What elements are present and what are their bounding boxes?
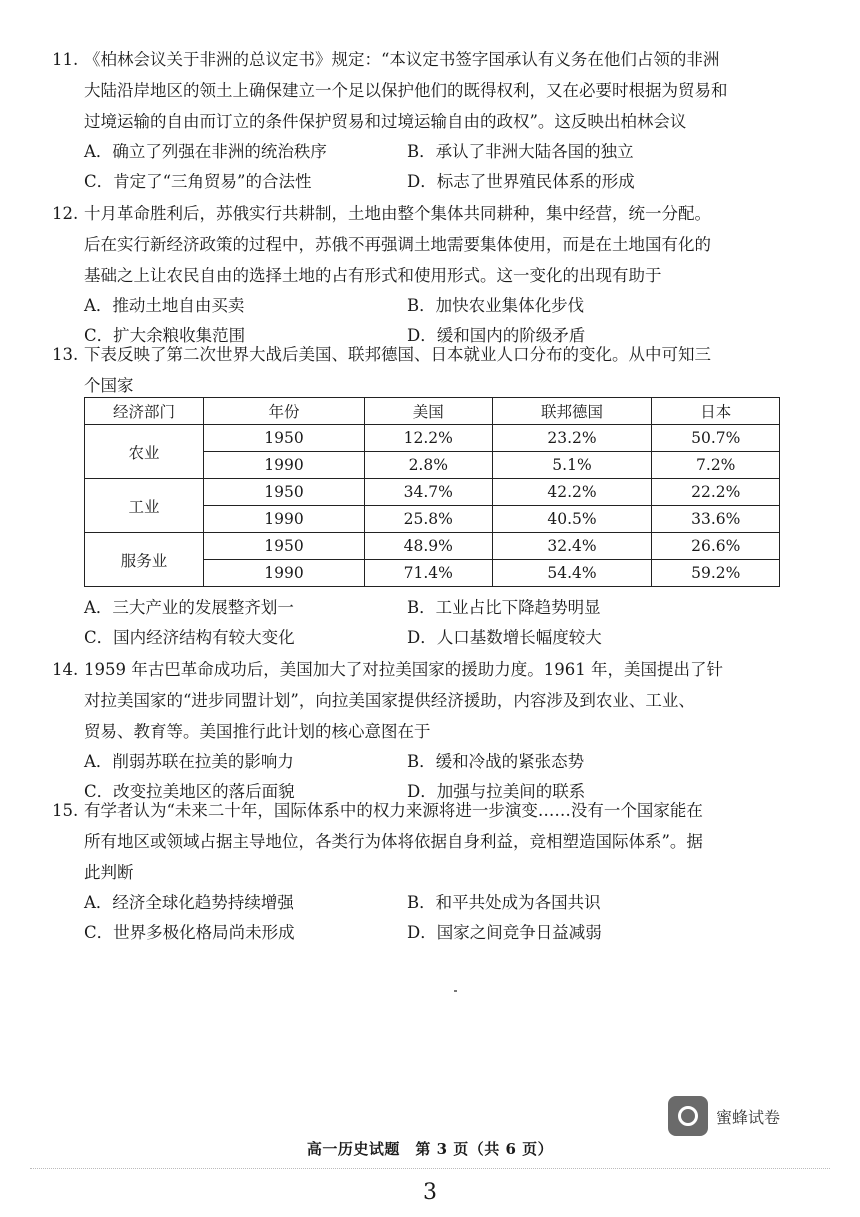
usa-cell: 48.9% (365, 533, 493, 560)
options-row (52, 747, 812, 777)
question-line: 过境运输的自由而订立的条件保护贸易和过境运输自由的政权”。这反映出柏林会议 (84, 112, 687, 131)
table-row (85, 479, 780, 506)
option-c: C．改变拉美地区的落后面貌 (84, 782, 295, 801)
question-line: 所有地区或领域占据主导地位，各类行为体将依据自身利益，竞相塑造国际体系”。据 (84, 832, 703, 851)
frg-cell: 42.2% (492, 479, 652, 506)
option-c: C．扩大余粮收集范围 (84, 326, 246, 345)
option-a: A．确立了列强在非洲的统治秩序 (84, 142, 327, 161)
japan-cell: 33.6% (652, 506, 780, 533)
year-cell: 1950 (204, 425, 365, 452)
options-row (52, 918, 812, 948)
option-d: D．国家之间竞争日益减弱 (407, 923, 602, 942)
question-line: 个国家 (84, 376, 134, 395)
table-header-row (85, 398, 780, 425)
frg-cell: 54.4% (492, 560, 652, 587)
usa-cell: 25.8% (365, 506, 493, 533)
question-line: 有学者认为“未来二十年，国际体系中的权力来源将进一步演变……没有一个国家能在 (84, 801, 703, 820)
footer-divider (30, 1168, 830, 1169)
page-number: 3 (423, 1180, 437, 1205)
usa-cell: 71.4% (365, 560, 493, 587)
search-icon (668, 1096, 708, 1136)
year-cell: 1950 (204, 533, 365, 560)
japan-cell: 22.2% (652, 479, 780, 506)
japan-cell: 50.7% (652, 425, 780, 452)
sector-cell: 农业 (85, 425, 204, 479)
option-c: C．国内经济结构有较大变化 (84, 628, 295, 647)
watermark-text: 蜜蜂试卷 (716, 1108, 781, 1127)
question-number: 14. (52, 660, 79, 679)
options-row (52, 167, 812, 197)
page-footer: 高一历史试题 第 3 页（共 6 页） (306, 1140, 554, 1158)
japan-cell: 26.6% (652, 533, 780, 560)
option-a: A．三大产业的发展整齐划一 (84, 598, 294, 617)
question-number: 13. (52, 345, 79, 364)
option-b: B．缓和冷战的紧张态势 (407, 752, 585, 771)
question-number: 11. (52, 50, 79, 69)
option-b: B．工业占比下降趋势明显 (407, 598, 601, 617)
frg-cell: 23.2% (492, 425, 652, 452)
sector-cell: 服务业 (85, 533, 204, 587)
usa-cell: 2.8% (365, 452, 493, 479)
japan-cell: 7.2% (652, 452, 780, 479)
question-line: 大陆沿岸地区的领土上确保建立一个足以保护他们的既得权利，又在必要时根据为贸易和 (84, 81, 728, 100)
options-row (52, 137, 812, 167)
question-number: 12. (52, 204, 79, 223)
year-cell: 1990 (204, 560, 365, 587)
table-header: 日本 (652, 398, 780, 425)
option-a: A．削弱苏联在拉美的影响力 (84, 752, 294, 771)
option-c: C．肯定了“三角贸易”的合法性 (84, 172, 312, 191)
option-b: B．承认了非洲大陆各国的独立 (407, 142, 634, 161)
question-line: 对拉美国家的“进步同盟计划”，向拉美国家提供经济援助，内容涉及到农业、工业、 (84, 691, 695, 710)
question-line: 《柏林会议关于非洲的总议定书》规定：“本议定书签字国承认有义务在他们占领的非洲 (84, 50, 720, 69)
question-line: 1959 年古巴革命成功后，美国加大了对拉美国家的援助力度。1961 年，美国提出了针 (84, 660, 723, 679)
table-header: 经济部门 (85, 398, 204, 425)
option-c: C．世界多极化格局尚未形成 (84, 923, 295, 942)
option-a: A．推动土地自由买卖 (84, 296, 245, 315)
year-cell: 1990 (204, 452, 365, 479)
option-d: D．缓和国内的阶级矛盾 (407, 326, 586, 345)
question-11 (52, 44, 812, 197)
question-13 (52, 339, 812, 401)
option-a: A．经济全球化趋势持续增强 (84, 893, 294, 912)
table-header: 联邦德国 (492, 398, 652, 425)
frg-cell: 40.5% (492, 506, 652, 533)
table-row (85, 533, 780, 560)
usa-cell: 12.2% (365, 425, 493, 452)
question-line: 后在实行新经济政策的过程中，苏俄不再强调土地需要集体使用，而是在土地国有化的 (84, 235, 711, 254)
usa-cell: 34.7% (365, 479, 493, 506)
sector-cell: 工业 (85, 479, 204, 533)
options-row (52, 623, 812, 653)
japan-cell: 59.2% (652, 560, 780, 587)
employment-table (84, 397, 780, 587)
question-line: 十月革命胜利后，苏俄实行共耕制，土地由整个集体共同耕种，集中经营，统一分配。 (84, 204, 711, 223)
frg-cell: 5.1% (492, 452, 652, 479)
question-line: 下表反映了第二次世界大战后美国、联邦德国、日本就业人口分布的变化。从中可知三 (84, 345, 711, 364)
table-row (85, 425, 780, 452)
question-line: 基础之上让农民自由的选择土地的占有形式和使用形式。这一变化的出现有助于 (84, 266, 662, 285)
options-row (52, 888, 812, 918)
options-row (52, 593, 812, 623)
option-d: D．人口基数增长幅度较大 (407, 628, 602, 647)
table-header: 美国 (365, 398, 493, 425)
question-14 (52, 654, 812, 807)
question-number: 15. (52, 801, 79, 820)
option-b: B．加快农业集体化步伐 (407, 296, 585, 315)
option-d: D．加强与拉美间的联系 (407, 782, 586, 801)
scan-speck (454, 990, 457, 992)
frg-cell: 32.4% (492, 533, 652, 560)
year-cell: 1950 (204, 479, 365, 506)
option-b: B．和平共处成为各国共识 (407, 893, 601, 912)
question-line: 贸易、教育等。美国推行此计划的核心意图在于 (84, 722, 431, 741)
question-12 (52, 198, 812, 351)
question-15 (52, 795, 812, 948)
option-d: D．标志了世界殖民体系的形成 (407, 172, 635, 191)
year-cell: 1990 (204, 506, 365, 533)
question-13-options (52, 593, 812, 653)
question-line: 此判断 (84, 863, 134, 882)
options-row (52, 291, 812, 321)
table-header: 年份 (204, 398, 365, 425)
